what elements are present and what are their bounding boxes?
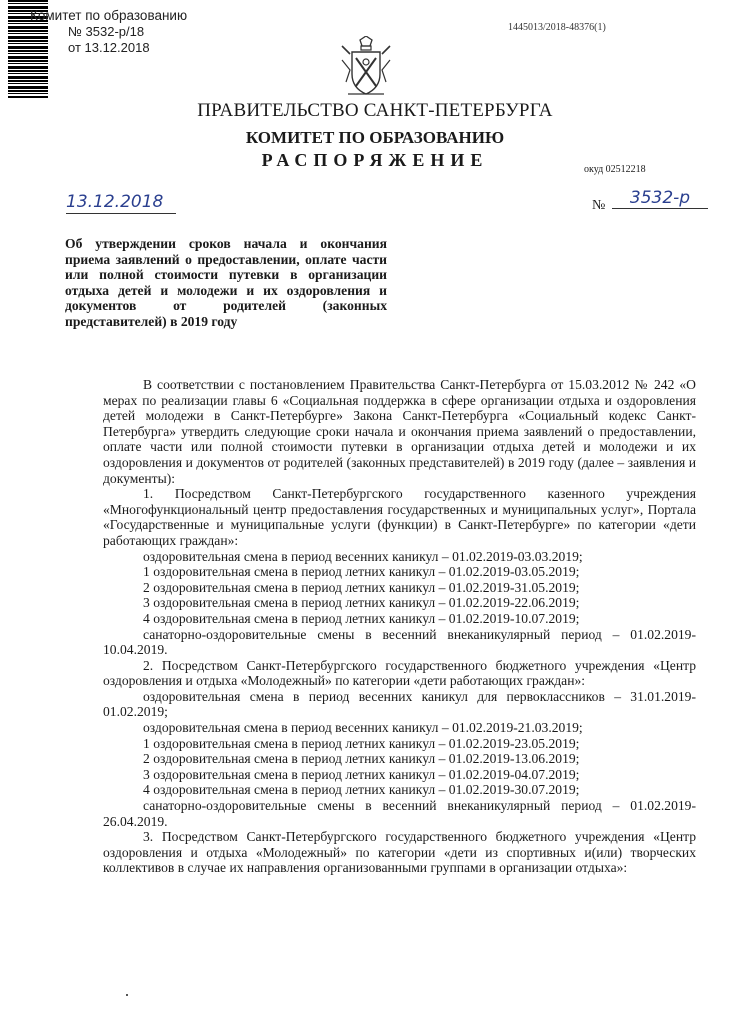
body-paragraph: санаторно-оздоровительные смены в весенний внеканикулярный период – 01.02.2019-10.04.2019. bbox=[103, 626, 696, 658]
coat-of-arms-icon bbox=[338, 36, 394, 100]
document-type: РАСПОРЯЖЕНИЕ bbox=[261, 150, 489, 170]
stamp-line-date: от 13.12.2018 bbox=[68, 40, 150, 55]
body-paragraph: 3 оздоровительная смена в период летних каникул – 01.02.2019-22.06.2019; bbox=[143, 595, 580, 611]
committee-title: КОМИТЕТ ПО ОБРАЗОВАНИЮ bbox=[245, 128, 505, 147]
body-paragraph: 1 оздоровительная смена в период летних каникул – 01.02.2019-23.05.2019; bbox=[143, 735, 580, 751]
stamp-line-number: № 3532-р/18 bbox=[68, 24, 145, 39]
body-paragraph: 3. Посредством Санкт-Петербургского государственного бюджетного учреждения «Центр оздоровления и отдыха «Молодежный» по категории «дети из спортивных и(или) творческих коллективов в случае их направления организованными группами в организации отдыха»: bbox=[103, 829, 696, 876]
body-paragraph: оздоровительная смена в период весенних каникул – 01.02.2019-21.03.2019; bbox=[143, 720, 583, 736]
okud-code: окуд 02512218 bbox=[584, 164, 646, 175]
body-paragraph: оздоровительная смена в период весенних каникул для первоклассников – 31.01.2019-01.02.2019; bbox=[103, 688, 696, 720]
handwritten-number: 3532-р bbox=[612, 188, 708, 209]
handwritten-date: 13.12.2018 bbox=[66, 192, 176, 214]
body-paragraph: оздоровительная смена в период весенних каникул – 01.02.2019-03.03.2019; bbox=[143, 548, 583, 564]
government-title: ПРАВИТЕЛЬСТВО САНКТ-ПЕТЕРБУРГА bbox=[197, 100, 553, 121]
body-paragraph: 3 оздоровительная смена в период летних каникул – 01.02.2019-04.07.2019; bbox=[143, 766, 580, 782]
body-paragraph: В соответствии с постановлением Правительства Санкт-Петербурга от 15.03.2012 № 242 «О мерах по реализации главы 6 «Социальная поддержка в сфере организации отдыха и оздоровления детей молодежи в Санкт-Петербурге» Закона Санкт-Петербурга «Социальный кодекс Санкт-Петербурга» утвердить следующие сроки начала и окончания приема заявлений о предоставлении, оплате части или полной стоимости путевки в организации отдыха детей и молодежи и их оздоровления и документов от родителей (законных представителей) в 2019 году (далее – заявления и документы): bbox=[103, 377, 696, 486]
body-paragraph: 1 оздоровительная смена в период летних каникул – 01.02.2019-03.05.2019; bbox=[143, 564, 580, 580]
document-id: 1445013/2018-48376(1) bbox=[508, 22, 606, 33]
body-paragraph: 2 оздоровительная смена в период летних каникул – 01.02.2019-13.06.2019; bbox=[143, 751, 580, 767]
number-label: № bbox=[592, 198, 606, 213]
document-subject: Об утверждении сроков начала и окончания приема заявлений о предоставлении, оплате части или полной стоимости путевки в организации отдыха детей и молодежи и их оздоровления и документов от родителей (законных представителей) в 2019 году bbox=[65, 236, 387, 329]
registration-stamp bbox=[10, 8, 210, 88]
scan-speck bbox=[126, 994, 128, 996]
body-paragraph: 4 оздоровительная смена в период летних каникул – 01.02.2019-10.07.2019; bbox=[143, 610, 580, 626]
body-paragraph: 2 оздоровительная смена в период летних каникул – 01.02.2019-31.05.2019; bbox=[143, 579, 580, 595]
document-body bbox=[103, 377, 696, 876]
body-paragraph: 1. Посредством Санкт-Петербургского государственного казенного учреждения «Многофункциональный центр предоставления государственных и муниципальных услуг», Портала «Государственные и муниципальные услуги (функции) в Санкт-Петербурге» по категории «дети работающих граждан»: bbox=[103, 486, 696, 548]
body-paragraph: 4 оздоровительная смена в период летних каникул – 01.02.2019-30.07.2019; bbox=[143, 782, 580, 798]
body-paragraph: санаторно-оздоровительные смены в весенний внеканикулярный период – 01.02.2019-26.04.2019. bbox=[103, 798, 696, 829]
stamp-line-committee: Комитет по образованию bbox=[30, 8, 188, 23]
body-paragraph: 2. Посредством Санкт-Петербургского государственного бюджетного учреждения «Центр оздоровления и отдыха «Молодежный» по категории «дети работающих граждан»: bbox=[103, 657, 696, 689]
